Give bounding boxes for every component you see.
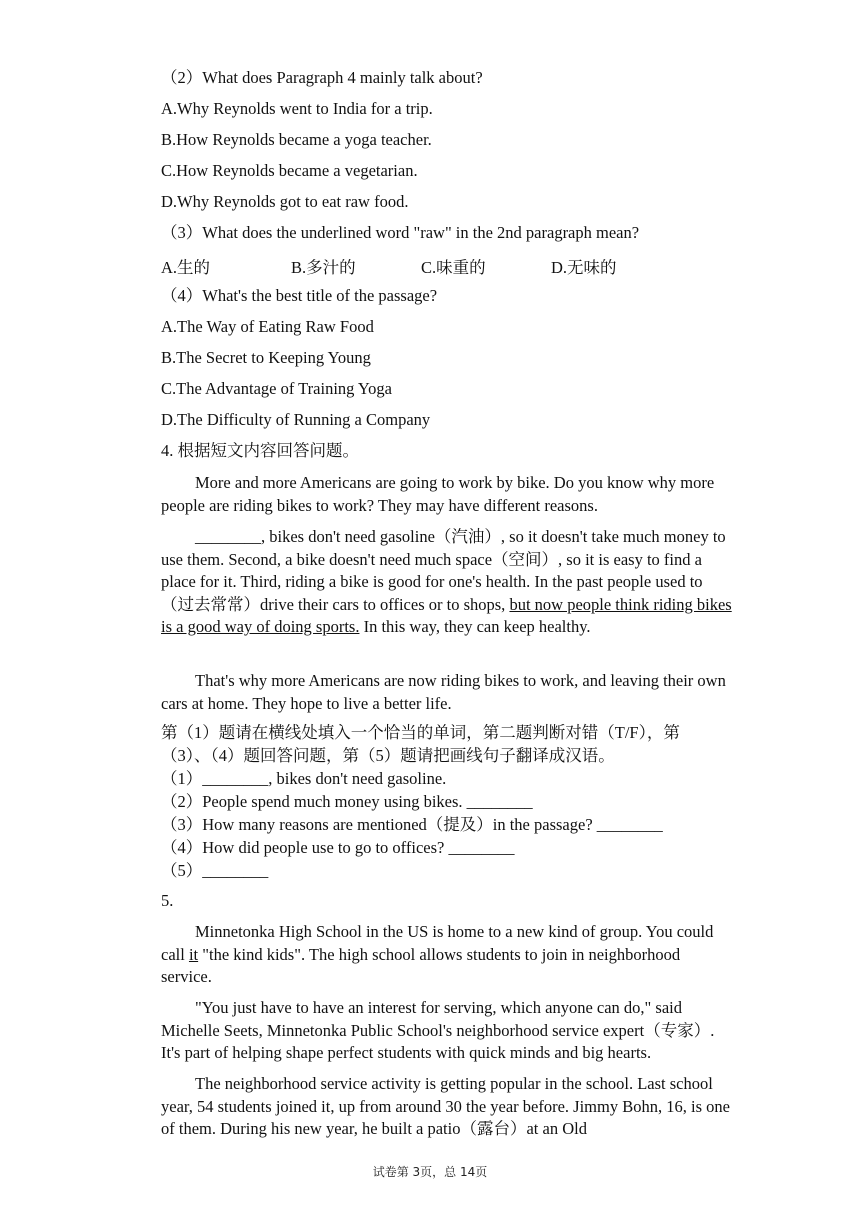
q4-question-2: （2）People spend much money using bikes. ________ <box>161 792 533 811</box>
q3-sub3-option-b: B.多汁的 <box>291 258 356 277</box>
q3-sub2-option-a: A.Why Reynolds went to India for a trip. <box>161 99 433 118</box>
q3-sub4-question: （4）What's the best title of the passage? <box>161 286 438 305</box>
q3-sub4-option-d: D.The Difficulty of Running a Company <box>161 410 431 429</box>
q3-sub3-option-a: A.生的 <box>161 258 211 277</box>
q3-sub3-question: （3）What does the underlined word "raw" in the 2nd paragraph mean? <box>161 223 640 242</box>
q3-sub4-option-a: A.The Way of Eating Raw Food <box>161 317 374 336</box>
q4-underlined-sentence: but now people think riding bikes is a good way of doing sports. <box>161 594 732 636</box>
q5-paragraph-1 <box>161 921 733 989</box>
q4-heading: 4. 根据短文内容回答问题。 <box>161 441 359 460</box>
q3-sub2-question: （2）What does Paragraph 4 mainly talk about? <box>161 68 483 87</box>
q5-number: 5. <box>161 891 174 910</box>
q3-sub2-option-d: D.Why Reynolds got to eat raw food. <box>161 192 409 211</box>
q4-paragraph-2-after: In this way, they can keep healthy. <box>359 617 591 636</box>
q3-sub3-option-c: C.味重的 <box>421 258 486 277</box>
q5-paragraph-1-before: Minnetonka High School in the US is home to a new kind of group. You could call <box>161 922 714 964</box>
q4-paragraph-3 <box>161 670 733 715</box>
q3-sub3-options <box>161 254 721 276</box>
q4-paragraph-2 <box>161 526 733 639</box>
q5-paragraph-1-after: "the kind kids". The high school allows students to join in neighborhood service. <box>161 944 681 986</box>
q4-instructions-line-2: （3）、（4）题回答问题，第（5）题请把画线句子翻译成汉语。 <box>161 746 615 765</box>
q3-sub4-option-b: B.The Secret to Keeping Young <box>161 348 371 367</box>
q5-underlined-word: it <box>188 944 199 964</box>
q4-question-1: （1）________, bikes don't need gasoline. <box>161 769 447 788</box>
q3-sub2-option-b: B.How Reynolds became a yoga teacher. <box>161 130 432 149</box>
q4-question-3: （3）How many reasons are mentioned（提及）in the passage? ________ <box>161 815 663 834</box>
q5-paragraph-3-text: The neighborhood service activity is getting popular in the school. Last school year, 54 students joined it, up from around 30 the year before. Jimmy Bohn, 16, is one of them. During his new year, he built a patio（露台）at an Old <box>161 1074 730 1138</box>
q4-paragraph-2-before: ________, bikes don't need gasoline（汽油）, so it doesn't take much money to use them. Second, a bike doesn't need much space（空间）, so it is easy to find a place for it. Third, riding a bike is good for one's health. In the past people used to（过去常常）drive their cars to offices or to shops, <box>161 527 726 614</box>
q4-paragraph-1 <box>161 472 733 517</box>
q4-question-4: （4）How did people use to go to offices? ________ <box>161 838 515 857</box>
q3-sub2-option-c: C.How Reynolds became a vegetarian. <box>161 161 418 180</box>
page-footer: 试卷第 3页，总 14页 <box>372 1165 488 1179</box>
q4-paragraph-1-text: More and more Americans are going to work by bike. Do you know why more people are riding bikes to work? They may have different reasons. <box>161 473 715 515</box>
q4-instructions-line-1: 第（1）题请在横线处填入一个恰当的单词，第二题判断对错（T/F），第 <box>161 723 680 742</box>
q4-paragraph-3-text: That's why more Americans are now riding bikes to work, and leaving their own cars at home. They hope to live a better life. <box>161 671 726 713</box>
q3-sub4-option-c: C.The Advantage of Training Yoga <box>161 379 392 398</box>
q5-paragraph-3 <box>161 1073 733 1141</box>
q4-question-5: （5）________ <box>161 861 269 880</box>
q5-paragraph-2-text: "You just have to have an interest for serving, which anyone can do," said Michelle Seets, Minnetonka Public School's neighborhood service expert（专家）. It's part of helping shape perfect students with quick minds and big hearts. <box>161 998 715 1062</box>
q5-paragraph-2 <box>161 997 733 1065</box>
q3-sub3-option-d: D.无味的 <box>551 258 617 277</box>
